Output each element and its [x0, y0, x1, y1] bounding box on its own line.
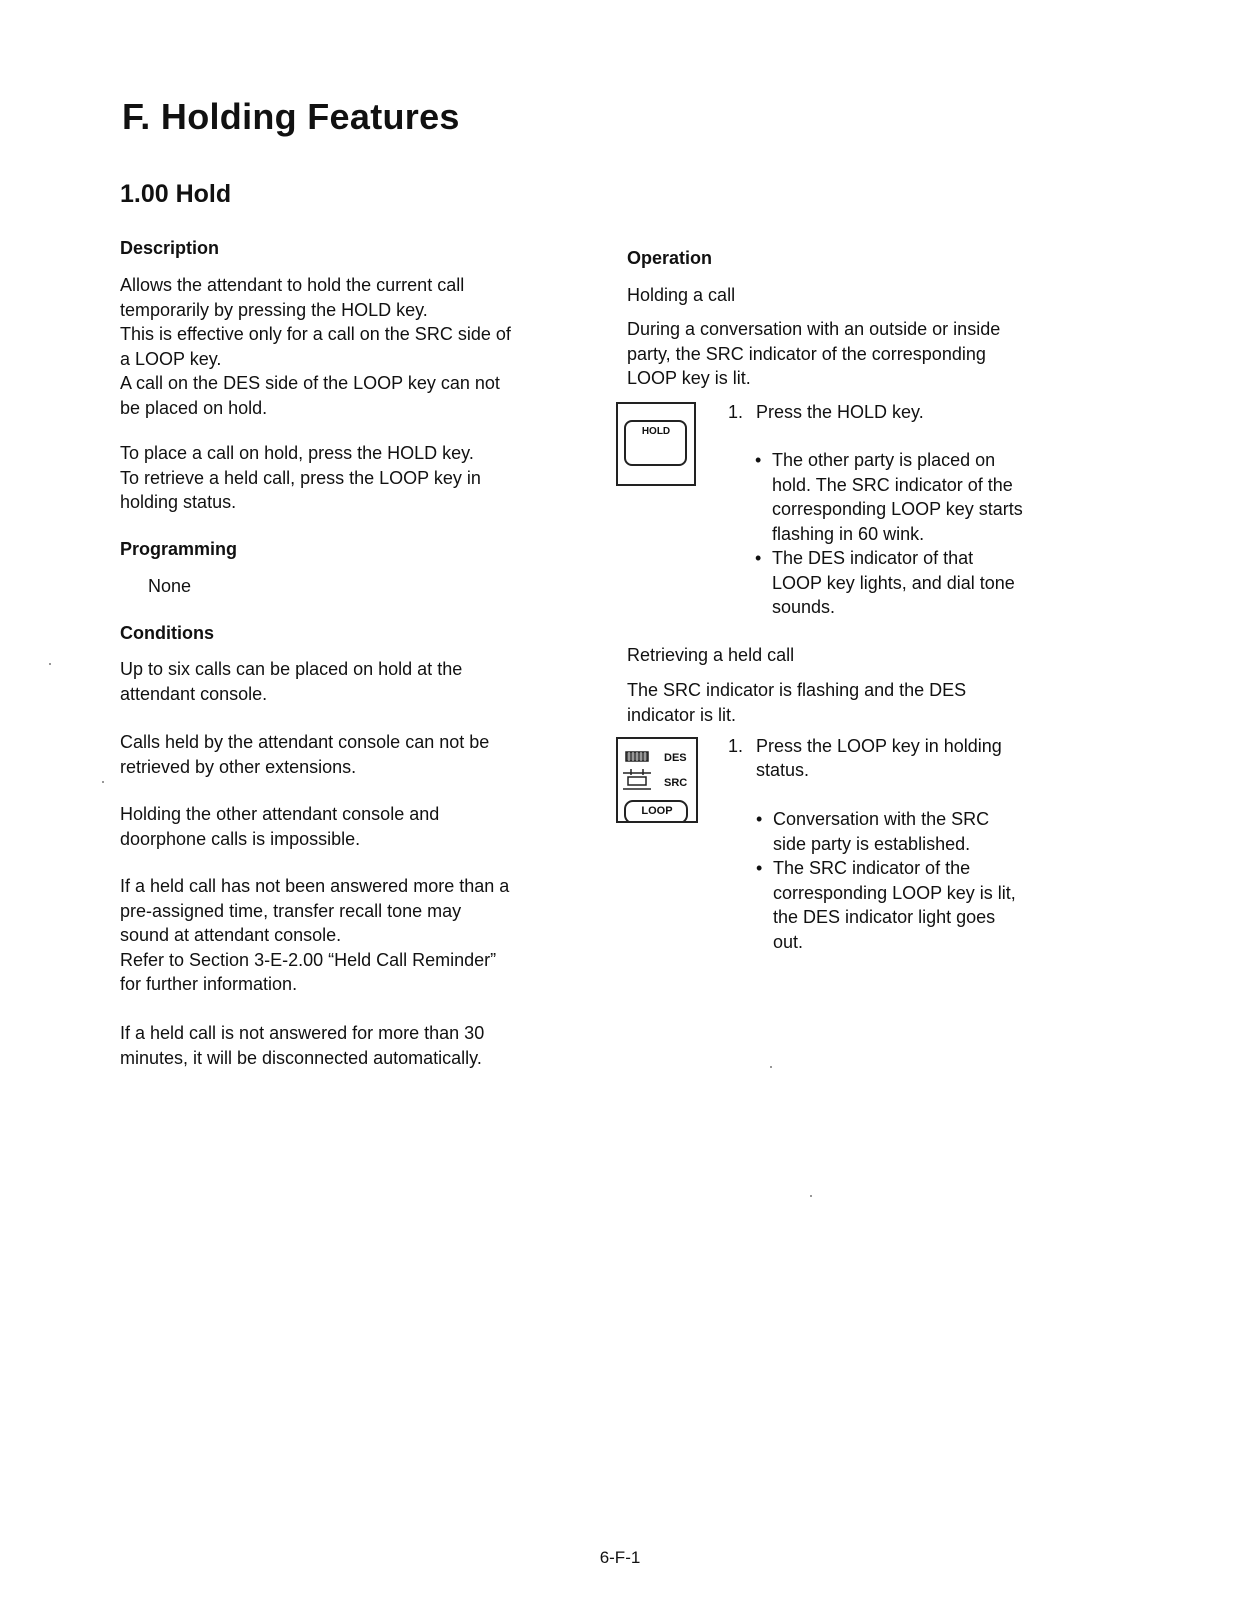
condition-paragraph-5: If a held call is not answered for more than 30 minutes, it will be disconnected automatically.	[120, 1023, 485, 1068]
hold-key-illustration	[616, 402, 696, 486]
des-indicator-label: DES	[664, 752, 687, 764]
hold-key-icon	[618, 404, 694, 484]
programming-value: None	[148, 576, 192, 596]
scan-speck	[102, 781, 104, 783]
retrieving-bullet-1: • Conversation with the SRC side party is established.	[755, 807, 1075, 856]
retrieving-intro: The SRC indicator is flashing and the DES indicator is lit.	[627, 680, 967, 725]
loop-key-label: LOOP	[641, 805, 673, 817]
operation-heading: Operation	[627, 248, 713, 268]
loop-key-illustration	[616, 737, 698, 823]
scan-speck	[49, 663, 51, 665]
holding-bullet-1: • The other party is placed on hold. The SRC indicator of the corresponding LOOP key starts flashing in 60 wink.	[754, 448, 1074, 546]
holding-step-number: 1.	[728, 402, 744, 422]
section-title: 1.00 Hold	[120, 180, 232, 208]
holding-intro: During a conversation with an outside or inside party, the SRC indicator of the corresponding LOOP key is lit.	[627, 319, 1001, 388]
retrieving-step	[728, 734, 1088, 786]
retrieving-bullets	[755, 807, 1075, 954]
page-title: F. Holding Features	[122, 96, 460, 137]
scan-speck	[770, 1066, 772, 1068]
holding-bullet-2: • The DES indicator of that LOOP key lights, and dial tone sounds.	[754, 546, 1074, 620]
description-heading: Description	[120, 238, 220, 258]
holding-step-text: Press the HOLD key.	[756, 402, 924, 422]
condition-paragraph-4: If a held call has not been answered more than a pre-assigned time, transfer recall tone may sound at attendant console. Refer to Section 3-E-2.00 “Held Call Reminder” for further information.	[120, 876, 510, 994]
condition-paragraph-2: Calls held by the attendant console can not be retrieved by other extensions.	[120, 732, 490, 777]
scan-speck	[810, 1195, 812, 1197]
holding-bullets	[754, 448, 1074, 620]
hold-key-label: HOLD	[641, 426, 671, 437]
retrieving-step-number: 1.	[728, 736, 744, 756]
src-indicator-label: SRC	[664, 777, 688, 789]
condition-paragraph-1: Up to six calls can be placed on hold at the attendant console.	[120, 659, 463, 704]
page-number: 6-F-1	[599, 1548, 641, 1567]
programming-heading: Programming	[120, 539, 238, 559]
description-paragraph-2: To place a call on hold, press the HOLD key. To retrieve a held call, press the LOOP key in holding status.	[120, 443, 481, 512]
description-paragraph-1: Allows the attendant to hold the current call temporarily by pressing the HOLD key. This is effective only for a call on the SRC side of a LOOP key. A call on the DES side of the LOOP key can not be placed on hold.	[120, 275, 511, 418]
condition-paragraph-3: Holding the other attendant console and doorphone calls is impossible.	[120, 804, 440, 849]
retrieving-step-text: Press the LOOP key in holding status.	[756, 736, 1002, 780]
holding-step	[728, 400, 1088, 426]
holding-subheading: Holding a call	[627, 285, 736, 305]
conditions-heading: Conditions	[120, 623, 214, 643]
retrieving-subheading: Retrieving a held call	[627, 645, 795, 665]
retrieving-bullet-2: • The SRC indicator of the corresponding LOOP key is lit, the DES indicator light goes out.	[755, 856, 1075, 954]
